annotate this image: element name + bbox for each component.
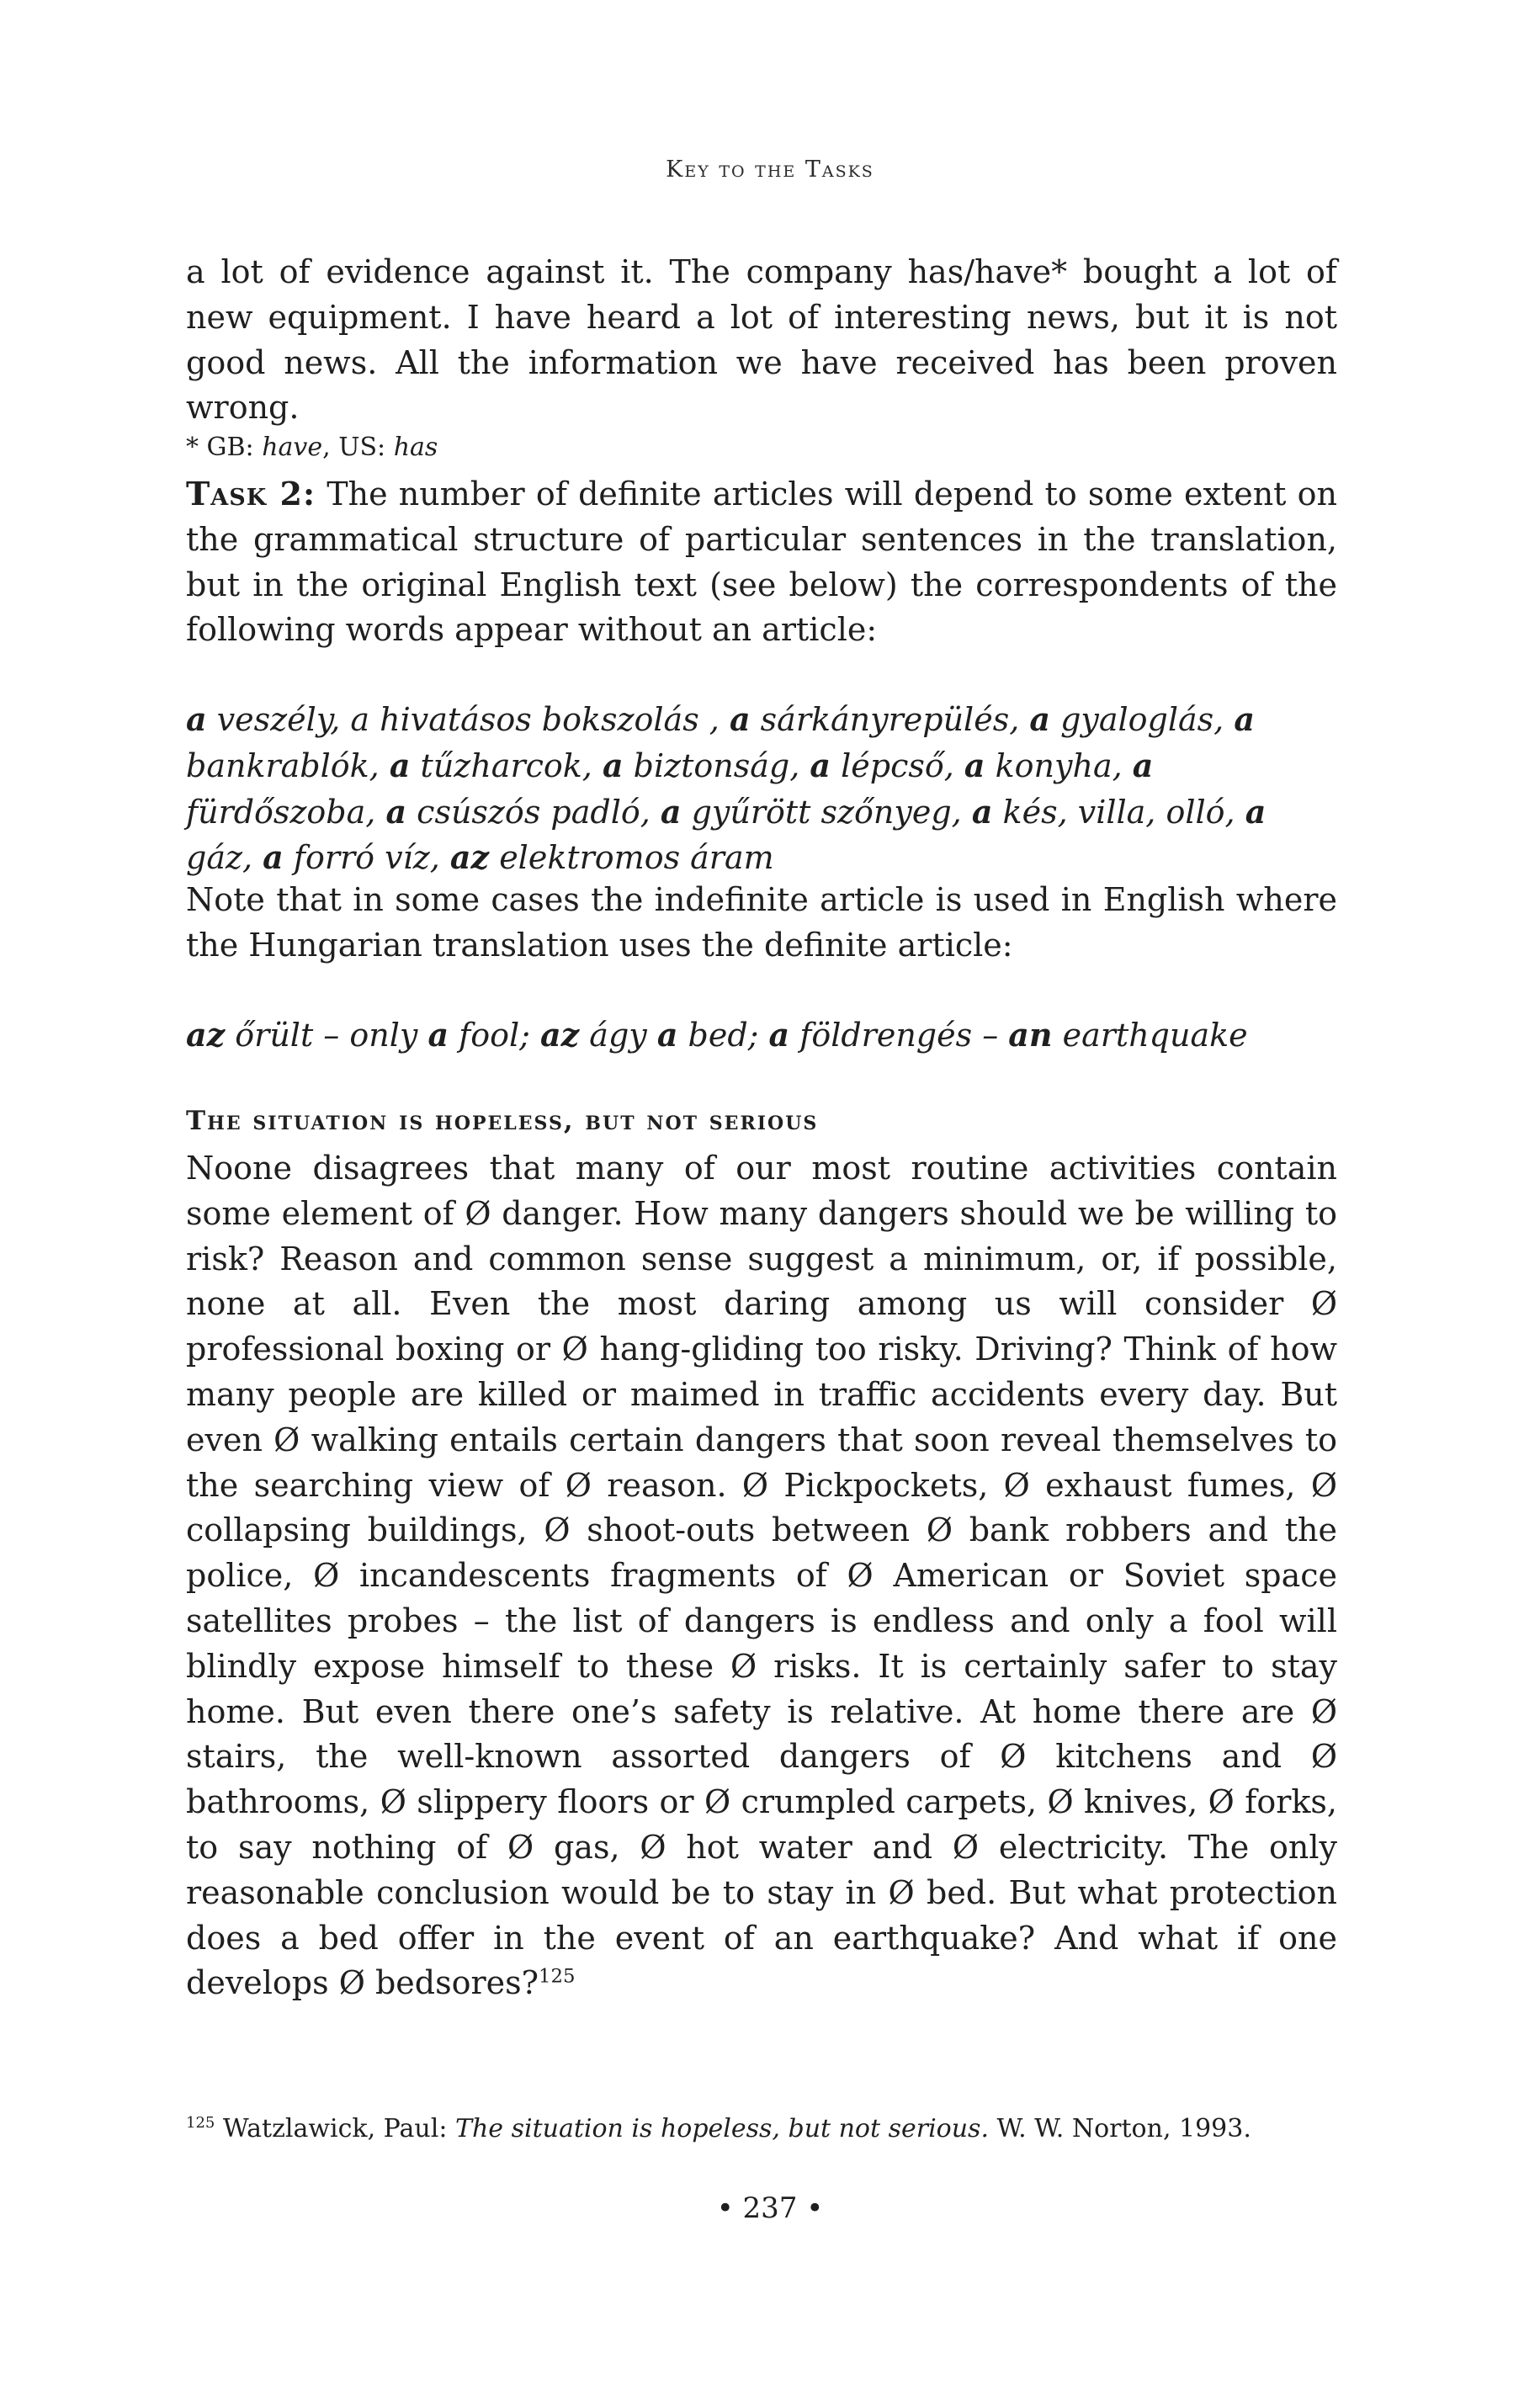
hungarian-list-item (385, 794, 660, 831)
hungarian-word: kés, villa, olló, (992, 793, 1245, 831)
hungarian-list-item (263, 839, 450, 876)
passage-paragraph (186, 1146, 1337, 2006)
article: a (385, 792, 407, 831)
article: a (186, 700, 207, 738)
hungarian-word: fürdőszoba, (186, 793, 386, 831)
passage-text: Noone disagrees that many of our most routine activities contain some element of Ø danger. How many dangers should we be willing to risk? Reason and common sense suggest a minimum, or, if possible, none at all. Even the most daring among us will consider Ø professional boxing or Ø hang-gliding too risky. Driving? Think of how many people are killed or maimed in traffic accidents every day. But even Ø walking entails certain dangers that soon reveal themselves to the searching view of Ø reason. Ø Pickpockets, Ø exhaust fumes, Ø collapsing buildings, Ø shoot-outs between Ø bank robbers and the police, Ø incandescents fragments of Ø American or Soviet space satellites probes – the list of dangers is endless and only a fool will blindly expose himself to these Ø risks. It is certainly safer to stay home. But even there one’s safety is relative. At home there are Ø stairs, the well-known assorted dangers of Ø kitchens and Ø bathrooms, Ø slippery floors or Ø crumpled carpets, Ø knives, Ø forks, to say nothing of Ø gas, Ø hot water and Ø electricity. The only reasonable conclusion would be to stay in Ø bed. But what protection does a bed offer in the event of an earthquake? And what if one develops Ø bedsores? (186, 1150, 1337, 2002)
article: a (768, 1016, 790, 1054)
hungarian-list-item (810, 747, 964, 784)
comparison-item (769, 1017, 1248, 1054)
article: a (1029, 700, 1050, 738)
hungarian-word: lépcső, (831, 746, 964, 784)
comparison-line (186, 1012, 1337, 1059)
hungarian-list-item (186, 701, 350, 738)
hungarian-word: konyha, (985, 746, 1133, 784)
article: an (1008, 1016, 1053, 1054)
comparison-text: earthquake (1052, 1017, 1248, 1054)
comparison-text: fool; (449, 1017, 540, 1054)
hungarian-list-item (1029, 701, 1234, 738)
hungarian-word: biztonság, (623, 746, 810, 784)
note-mark: * GB: (186, 433, 254, 463)
article: a (964, 746, 985, 784)
article: a (729, 700, 751, 738)
intro-paragraph: a lot of evidence against it. The company has/have* bought a lot of new equipment. I have heard a lot of interesting news, but it is not good news. All the information we have received has been proven wrong. (186, 253, 1337, 427)
article: a (263, 838, 284, 877)
article: a (810, 746, 831, 784)
note-us: has (393, 433, 438, 463)
footnote-title: The situation is hopeless, but not serious. (454, 2114, 989, 2143)
hungarian-list-item (964, 747, 1133, 784)
hungarian-list-item (661, 794, 972, 831)
note-sep: , US: (322, 433, 386, 463)
footnote-reference[interactable]: 125 (538, 1965, 576, 1988)
footnote-author: Watzlawick, Paul: (215, 2114, 455, 2143)
article: a (1234, 700, 1255, 738)
passage-block (186, 1146, 1337, 2006)
task2-label: Task 2: (186, 475, 316, 513)
footnote (186, 2112, 1337, 2146)
comparison-item (186, 1017, 540, 1054)
comparison-text: földrengés – (789, 1017, 1009, 1054)
article: a (602, 746, 624, 784)
hungarian-list-item (390, 747, 603, 784)
hungarian-list-item (972, 794, 1245, 831)
hungarian-list-item (450, 839, 774, 876)
article: a (389, 746, 411, 784)
hungarian-word: forró víz, (283, 839, 450, 877)
hungarian-word-list (186, 697, 1337, 881)
hungarian-list-item (730, 701, 1029, 738)
intro-footnote-line (186, 431, 1337, 465)
hungarian-word: gáz, (186, 839, 263, 877)
hungarian-word: gyaloglás, (1049, 701, 1235, 738)
article: a (971, 792, 993, 831)
note-block (186, 878, 1337, 969)
intro-block (186, 250, 1337, 465)
note-paragraph: Note that in some cases the indefinite article is used in English where the Hungarian translation uses the definite article: (186, 881, 1337, 964)
task2-block (186, 471, 1337, 653)
note-gb: have (262, 433, 323, 463)
article: az (540, 1016, 580, 1054)
comparison-item (540, 1017, 769, 1054)
hungarian-word: veszély, (206, 701, 351, 738)
hungarian-word: a hivatásos bokszolás , (350, 701, 730, 738)
comparison-text: őrült – only (225, 1017, 428, 1054)
footnote-publisher: W. W. Norton, 1993. (988, 2114, 1251, 2143)
article: a (656, 1016, 678, 1054)
hungarian-list-item (603, 747, 810, 784)
hungarian-word: gyűrött szőnyeg, (681, 793, 972, 831)
article: a (1245, 792, 1267, 831)
hungarian-list-paragraph (186, 697, 1337, 881)
hungarian-word: csúszós padló, (406, 793, 661, 831)
hungarian-word: elektromos áram (489, 839, 774, 877)
article: az (449, 838, 490, 877)
section-title: The situation is hopeless, but not serious (186, 1106, 819, 1136)
hungarian-list-item (350, 701, 730, 738)
running-head: Key to the Tasks (666, 157, 874, 183)
article: a (427, 1016, 449, 1054)
task2-text: The number of definite articles will depend to some extent on the grammatical structure of particular sentences in the translation, but in the original English text (see below) the correspondents of the following words appear without an article: (186, 475, 1338, 649)
comparison-text: ágy (579, 1017, 657, 1054)
comparison-paragraph (186, 1012, 1337, 1059)
page-number: • 237 • (716, 2191, 824, 2225)
hungarian-word: tűzharcok, (410, 746, 603, 784)
article: a (660, 792, 682, 831)
comparison-text: bed; (677, 1017, 769, 1054)
footnote-number: 125 (186, 2114, 215, 2132)
article: a (1132, 746, 1154, 784)
task2-paragraph (186, 471, 1337, 653)
hungarian-word: sárkányrepülés, (750, 701, 1030, 738)
hungarian-word: bankrablók, (186, 746, 390, 784)
article: az (186, 1016, 226, 1054)
